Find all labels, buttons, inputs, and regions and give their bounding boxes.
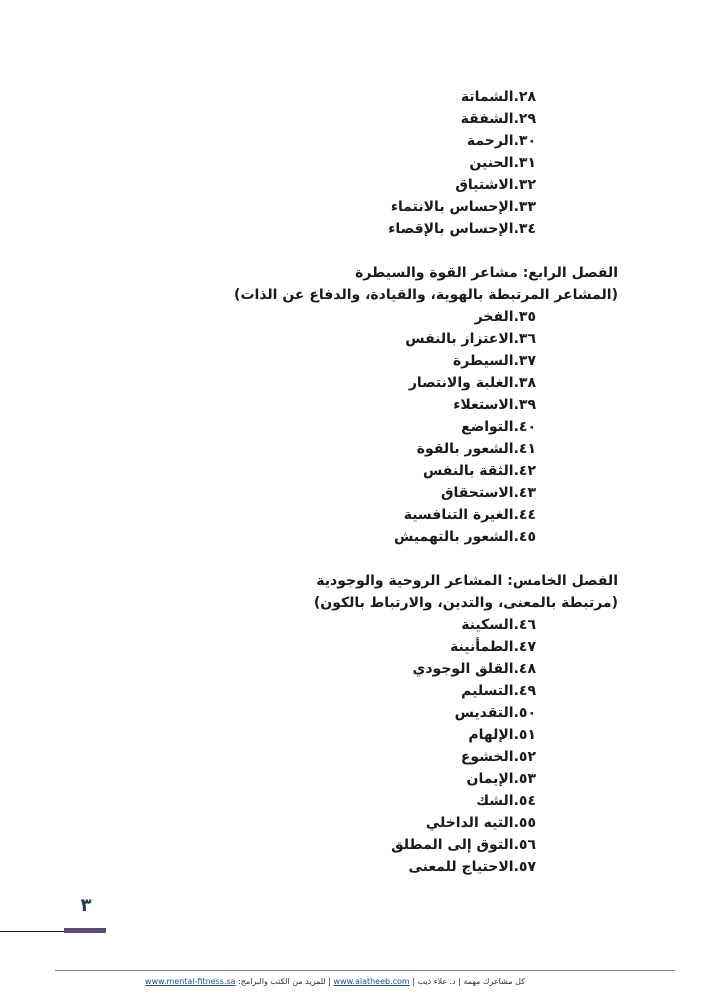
footer-author: د. علاء ذيب	[417, 977, 456, 986]
footer-link-mental-fitness[interactable]: www.mental-fitness.sa	[145, 977, 236, 986]
page-number: ٣	[80, 895, 92, 916]
list-item: ٥٤.الشك	[476, 793, 536, 809]
list-item: ٣٥.الفخر	[474, 309, 536, 325]
footer	[55, 977, 615, 987]
footer-divider	[55, 970, 675, 971]
list-item: ٣٣.الإحساس بالانتماء	[390, 199, 536, 215]
chapter-five-list	[120, 614, 618, 878]
page-number-accent-bar	[64, 928, 106, 933]
chapter-five-title: الفصل الخامس: المشاعر الروحية والوجودية	[316, 573, 618, 589]
list-item: ٤٩.التسليم	[461, 683, 536, 699]
list-item: ٤٢.الثقة بالنفس	[423, 463, 536, 479]
list-item: ٣٠.الرحمة	[466, 133, 536, 149]
list-item: ٥٣.الإيمان	[466, 771, 536, 787]
list-item: ٤٧.الطمأنينة	[450, 639, 536, 655]
list-item: ٢٨.الشماتة	[460, 89, 536, 105]
footer-book-title: كل مشاعرك مهمة	[463, 977, 525, 986]
footer-more-text: للمزيد من الكتب والبرامج:	[238, 977, 326, 986]
list-item: ٥١.الإلهام	[468, 727, 536, 743]
list-item: ٤١.الشعور بالقوة	[416, 441, 536, 457]
emotions-list-top	[120, 86, 618, 240]
list-item: ٣١.الحنين	[469, 155, 536, 171]
list-item: ٤٨.القلق الوجودي	[412, 661, 536, 677]
list-item: ٥٢.الخشوع	[460, 749, 536, 765]
list-item: ٥٥.التيه الداخلي	[425, 815, 536, 831]
list-item: ٤٥.الشعور بالتهميش	[394, 529, 536, 545]
footer-separator: |	[325, 977, 334, 986]
footer-link-alatheeb[interactable]: www.alatheeb.com	[333, 977, 410, 986]
list-item: ٤٠.التواضع	[461, 419, 536, 435]
list-item: ٣٢.الاشتياق	[455, 177, 536, 193]
list-item: ٢٩.الشفقة	[460, 111, 536, 127]
list-item: ٤٤.الغيرة التنافسية	[403, 507, 536, 523]
chapter-four	[120, 262, 618, 548]
chapter-four-title: الفصل الرابع: مشاعر القوة والسيطرة	[355, 265, 618, 281]
list-item: ٣٩.الاستعلاء	[453, 397, 536, 413]
list-item: ٥٧.الاحتياج للمعنى	[408, 859, 536, 875]
list-item: ٣٦.الاعتزاز بالنفس	[405, 331, 536, 347]
chapter-four-list	[120, 306, 618, 548]
chapter-four-subtitle: (المشاعر المرتبطة بالهوية، والقيادة، والدفاع عن الذات)	[234, 287, 618, 303]
list-item: ٥٠.التقديس	[454, 705, 536, 721]
list-item: ٤٦.السكينة	[461, 617, 536, 633]
list-item: ٣٤.الإحساس بالإقصاء	[388, 221, 536, 237]
list-item: ٥٦.التوق إلى المطلق	[391, 837, 536, 853]
footer-separator: |	[455, 977, 464, 986]
chapter-five	[120, 570, 618, 878]
list-item: ٣٨.الغلبة والانتصار	[408, 375, 536, 391]
page-content	[120, 86, 618, 878]
list-item: ٣٧.السيطرة	[452, 353, 536, 369]
page-number-rule	[0, 931, 64, 932]
chapter-five-subtitle: (مرتبطة بالمعنى، والتدين، والارتباط بالكون)	[313, 595, 618, 611]
list-item: ٤٣.الاستحقاق	[440, 485, 536, 501]
footer-separator: |	[409, 977, 418, 986]
